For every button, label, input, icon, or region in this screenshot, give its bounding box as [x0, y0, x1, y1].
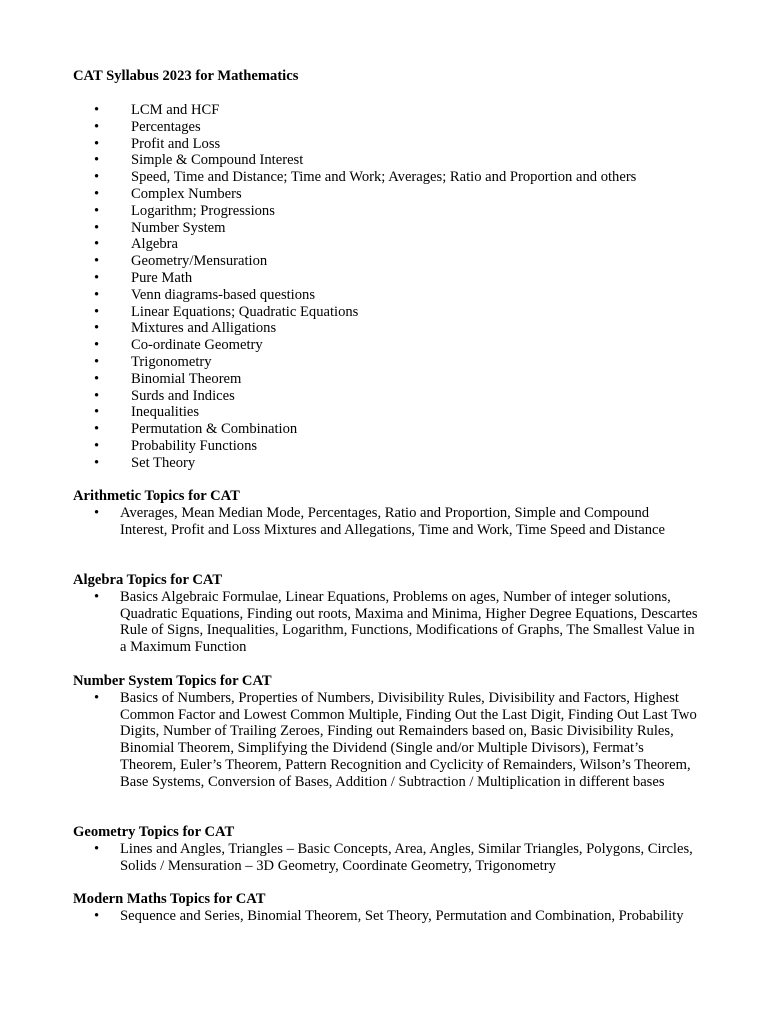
- bullet-icon: •: [94, 185, 100, 202]
- bullet-icon: •: [94, 370, 100, 387]
- list-item: [0, 388, 636, 405]
- section-algebra: [73, 572, 713, 656]
- bullet-icon: •: [94, 840, 100, 857]
- list-item: [0, 203, 636, 220]
- list-item: [0, 304, 636, 321]
- list-item-label: Logarithm; Progressions: [131, 202, 275, 219]
- section-topics-text: Lines and Angles, Triangles – Basic Concepts, Area, Angles, Similar Triangles, Polygons, Circles, Solids / Mensuration – 3D Geometry, Coordinate Geometry, Trigonometry: [120, 840, 693, 874]
- list-item: [0, 152, 636, 169]
- list-item-label: Number System: [131, 219, 226, 236]
- bullet-icon: •: [94, 907, 100, 924]
- list-item-label: Probability Functions: [131, 437, 258, 454]
- bullet-icon: •: [94, 236, 100, 253]
- list-item: [0, 102, 636, 119]
- bullet-icon: •: [94, 689, 100, 706]
- list-item: [0, 169, 636, 186]
- section-topics-text: Sequence and Series, Binomial Theorem, Set Theory, Permutation and Combination, Probability: [120, 907, 684, 924]
- bullet-icon: •: [94, 269, 100, 286]
- list-item: [0, 253, 636, 270]
- bullet-icon: •: [94, 320, 100, 337]
- list-item: [0, 320, 636, 337]
- list-item-label: Surds and Indices: [131, 387, 235, 404]
- bullet-icon: •: [94, 454, 100, 471]
- bullet-icon: •: [94, 169, 100, 186]
- section-topics: [73, 589, 700, 656]
- bullet-icon: •: [94, 337, 100, 354]
- list-item-label: Inequalities: [131, 404, 200, 421]
- list-item: [0, 337, 636, 354]
- list-item-label: Co-ordinate Geometry: [131, 337, 263, 354]
- section-topics: [73, 908, 700, 925]
- bullet-icon: •: [94, 152, 100, 169]
- list-item-label: Pure Math: [131, 269, 193, 286]
- bullet-icon: •: [94, 504, 100, 521]
- bullet-icon: •: [94, 421, 100, 438]
- bullet-icon: •: [94, 437, 100, 454]
- section-geometry: [73, 824, 713, 874]
- list-item: [0, 455, 636, 472]
- bullet-icon: •: [94, 286, 100, 303]
- document-title: CAT Syllabus 2023 for Mathematics: [73, 68, 299, 84]
- list-item-label: Permutation & Combination: [131, 421, 298, 438]
- list-item: [0, 220, 636, 237]
- section-number-system: [73, 673, 713, 791]
- bullet-icon: •: [94, 353, 100, 370]
- list-item-label: Speed, Time and Distance; Time and Work; Averages; Ratio and Proportion and others: [131, 169, 637, 186]
- list-item-label: Trigonometry: [131, 353, 212, 370]
- list-item-label: Venn diagrams-based questions: [131, 286, 316, 303]
- section-topics-text: Basics Algebraic Formulae, Linear Equations, Problems on ages, Number of integer solutions, Quadratic Equations, Finding out roots, Maxima and Minima, Higher Degree Equations, Descartes Rule of Signs, Inequalities, Logarithm, Functions, Modifications of Graphs, The Smallest Value in a Maximum Function: [120, 588, 698, 656]
- list-item: [0, 287, 636, 304]
- bullet-icon: •: [94, 303, 100, 320]
- bullet-icon: •: [94, 135, 100, 152]
- bullet-icon: •: [94, 102, 100, 118]
- list-item: [0, 236, 636, 253]
- list-item-label: Percentages: [131, 118, 201, 135]
- section-topics: [73, 505, 700, 539]
- section-heading: Number System Topics for CAT: [73, 673, 272, 689]
- section-heading: Algebra Topics for CAT: [73, 572, 223, 588]
- list-item-label: Binomial Theorem: [131, 370, 242, 387]
- list-item: [0, 421, 636, 438]
- list-item: [0, 136, 636, 153]
- list-item-label: Geometry/Mensuration: [131, 253, 268, 270]
- section-heading: Modern Maths Topics for CAT: [73, 891, 266, 907]
- bullet-icon: •: [94, 387, 100, 404]
- list-item-label: Linear Equations; Quadratic Equations: [131, 303, 359, 320]
- section-arithmetic: [73, 488, 713, 538]
- section-heading: Arithmetic Topics for CAT: [73, 488, 240, 504]
- list-item-label: Simple & Compound Interest: [131, 152, 304, 169]
- list-item-label: Mixtures and Alligations: [131, 320, 277, 337]
- list-item: [0, 119, 636, 136]
- section-topics: [73, 841, 700, 875]
- bullet-icon: •: [94, 118, 100, 135]
- list-item: [0, 438, 636, 455]
- section-topics: [73, 690, 700, 791]
- section-topics-text: Basics of Numbers, Properties of Numbers, Divisibility Rules, Divisibility and Factors, Highest Common Factor and Lowest Common Multiple, Finding Out the Last Digit, Finding Out Last Two Digits, Number of Trailing Zeroes, Finding out Remainders based on, Basic Divisibility Rules, Binomial Theorem, Simplifying the Dividend (Single and/or Multiple Divisors), Fermat’s Theorem, Euler’s Theorem, Pattern Recognition and Cyclicity of Remainders, Wilson’s Theorem, Base Systems, Conversion of Bases, Addition / Subtraction / Multiplication in different bases: [120, 689, 697, 790]
- bullet-icon: •: [94, 588, 100, 605]
- bullet-icon: •: [94, 253, 100, 270]
- list-item-label: Algebra: [131, 236, 179, 253]
- section-modern-maths: [73, 891, 713, 925]
- list-item: [0, 404, 636, 421]
- list-item: [0, 354, 636, 371]
- list-item: [0, 371, 636, 388]
- list-item: [0, 186, 636, 203]
- syllabus-list: [0, 102, 636, 472]
- list-item-label: Set Theory: [131, 454, 196, 471]
- bullet-icon: •: [94, 202, 100, 219]
- bullet-icon: •: [94, 404, 100, 421]
- list-item-label: LCM and HCF: [131, 102, 220, 118]
- list-item: [0, 270, 636, 287]
- bullet-icon: •: [94, 219, 100, 236]
- list-item-label: Profit and Loss: [131, 135, 221, 152]
- section-heading: Geometry Topics for CAT: [73, 824, 235, 840]
- section-topics-text: Averages, Mean Median Mode, Percentages, Ratio and Proportion, Simple and Compound Interest, Profit and Loss Mixtures and Allegations, Time and Work, Time Speed and Distance: [120, 504, 665, 538]
- list-item-label: Complex Numbers: [131, 185, 242, 202]
